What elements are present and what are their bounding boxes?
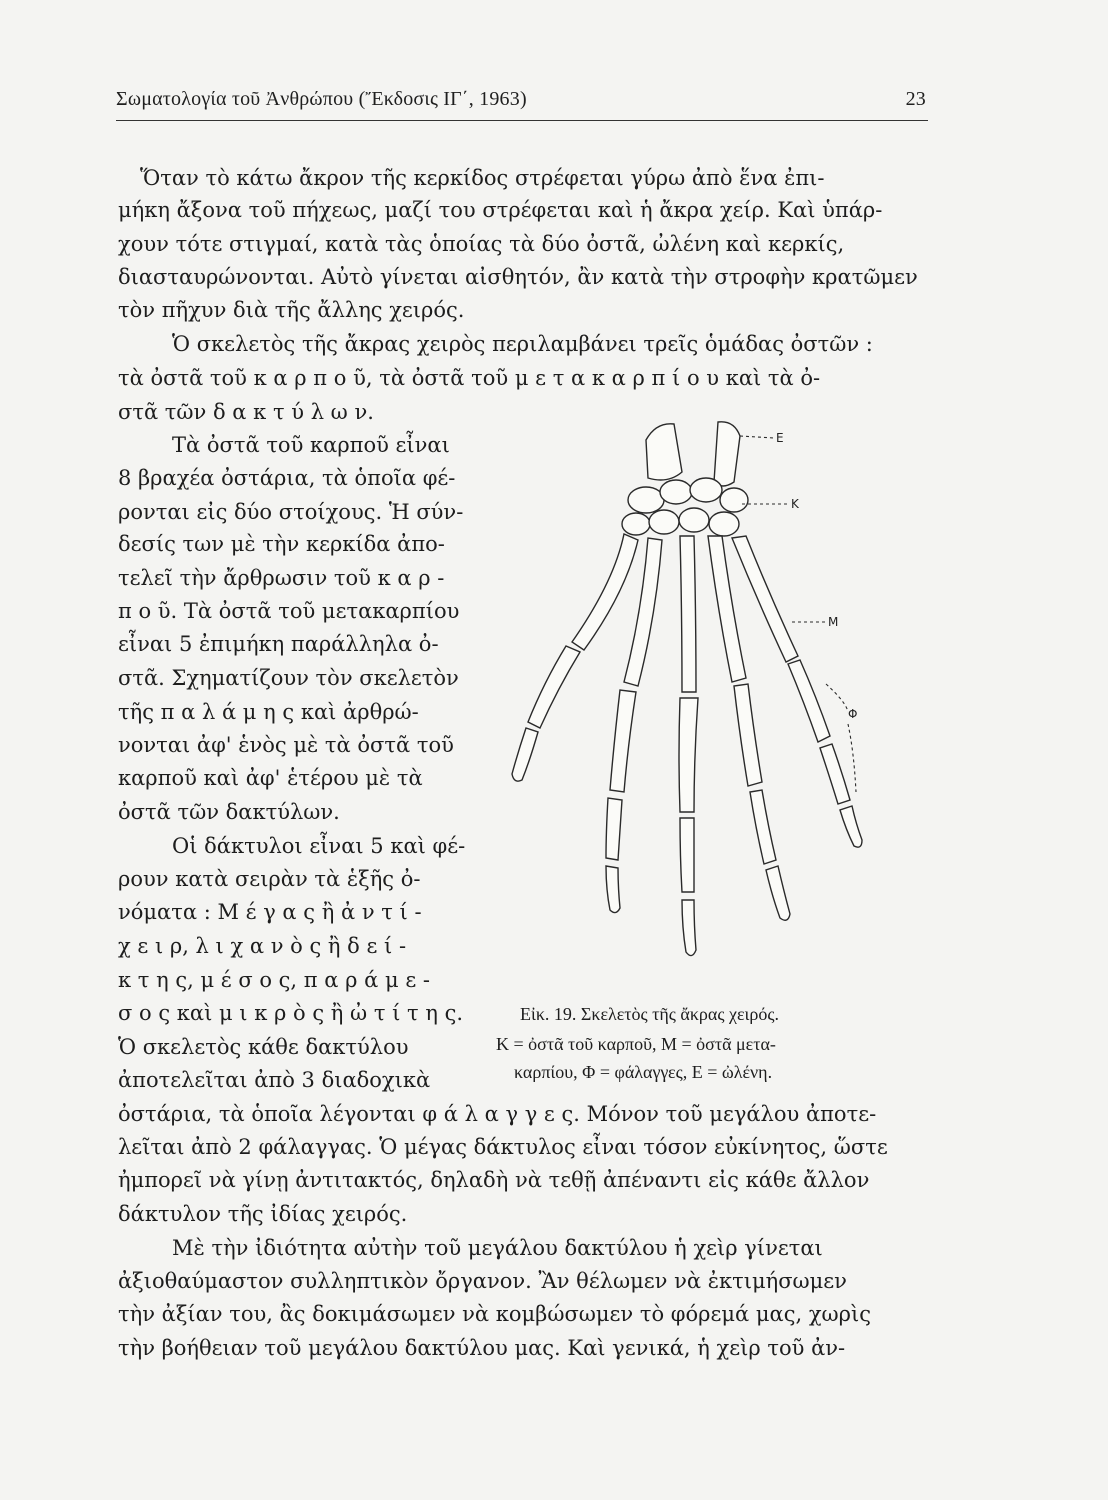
text-line: π ο ῦ. Τὰ ὀστᾶ τοῦ μετακαρπίου <box>118 599 460 623</box>
label-e: E <box>776 431 784 445</box>
text-line: 8 βραχέα ὀστάρια, τὰ ὁποῖα φέ- <box>118 466 456 490</box>
text-line: ρουν κατὰ σειρὰν τὰ ἑξῆς ὀ- <box>118 867 421 891</box>
text-line: δάκτυλον τῆς ἰδίας χειρός. <box>118 1202 408 1226</box>
text-line: Ὁ σκελετὸς τῆς ἄκρας χειρὸς περιλαμβάνει τρεῖς ὁμάδας ὀστῶν : <box>172 332 873 356</box>
text-line: νόματα : Μ έ γ α ς ἢ ἀ ν τ ί - <box>118 900 422 924</box>
text-line: χουν τότε στιγμαί, κατὰ τὰς ὁποίας τὰ δύο ὀστᾶ, ὠλένη καὶ κερκίς, <box>118 232 845 256</box>
hand-skeleton-figure <box>496 412 896 992</box>
text-line: ὀστάρια, τὰ ὁποῖα λέγονται φ ά λ α γ γ ε ς. Μόνον τοῦ μεγάλου ἀποτε- <box>118 1102 877 1126</box>
label-leaders <box>740 436 856 792</box>
text-line: τὴν ἀξίαν του, ἂς δοκιμάσωμεν νὰ κομβώσωμεν τὸ φόρεμά μας, χωρὶς <box>118 1302 872 1326</box>
text-line: διασταυρώνονται. Αὐτὸ γίνεται αἰσθητόν, ἂν κατὰ τὴν στροφὴν κρατῶμεν <box>118 265 918 289</box>
caption-line-3: καρπίου, Φ = φάλαγγες, Ε = ὠλένη. <box>514 1062 773 1082</box>
text-line: Οἱ δάκτυλοι εἶναι 5 καὶ φέ- <box>172 834 466 858</box>
index-finger-phalanges <box>606 690 636 913</box>
text-line: στᾶ. Σχηματίζουν τὸν σκελετὸν <box>118 666 459 690</box>
text-line: τὰ ὀστᾶ τοῦ κ α ρ π ο ῦ, τὰ ὀστᾶ τοῦ μ ε τ α κ α ρ π ί ο υ καὶ τὰ ὀ- <box>118 366 821 390</box>
little-finger-phalanges <box>788 660 862 847</box>
text-line: ἠμπορεῖ νὰ γίνῃ ἀντιτακτός, δηλαδὴ νὰ τεθῇ ἀπέναντι εἰς κάθε ἄλλον <box>118 1168 870 1192</box>
text-line: Ὁ σκελετὸς κάθε δακτύλου <box>118 1035 409 1059</box>
text-line: χ ε ι ρ, λ ι χ α ν ὸ ς ἢ δ ε ί - <box>118 934 407 958</box>
ring-finger-phalanges <box>734 684 790 920</box>
label-m: M <box>828 615 839 629</box>
text-line: εἶναι 5 ἐπιμήκη παράλληλα ὀ- <box>118 632 439 656</box>
text-line: τὴν βοήθειαν τοῦ μεγάλου δακτύλου μας. Καὶ γενικά, ἡ χεὶρ τοῦ ἀν- <box>118 1336 846 1360</box>
text-line: κ τ η ς, μ έ σ ο ς, π α ρ ά μ ε - <box>118 968 430 992</box>
text-line: τελεῖ τὴν ἄρθρωσιν τοῦ κ α ρ - <box>118 566 445 590</box>
header-title: Σωματολογία τοῦ Ἀνθρώπου (Ἔκδοσις ΙΓ΄, 1963) <box>116 88 527 110</box>
thumb-phalanges <box>512 646 580 781</box>
text-line: σ ο ς καὶ μ ι κ ρ ὸ ς ἢ ὠ τ ί τ η ς. <box>118 1001 464 1025</box>
label-k: K <box>791 497 799 511</box>
ulna-radius <box>646 422 740 486</box>
text-line: ρονται εἰς δύο στοίχους. Ἡ σύν- <box>118 500 464 524</box>
text-line: ὀστᾶ τῶν δακτύλων. <box>118 800 340 824</box>
text-line: δεσίς των μὲ τὴν κερκίδα ἀπο- <box>118 532 445 556</box>
page-number: 23 <box>905 88 926 110</box>
text-line: στᾶ τῶν δ α κ τ ύ λ ω ν. <box>118 400 374 424</box>
middle-finger-phalanges <box>679 698 698 956</box>
carpal-bones <box>622 478 748 536</box>
caption-line-1: Εἰκ. 19. Σκελετὸς τῆς ἄκρας χειρός. <box>520 1004 779 1024</box>
text-line: λεῖται ἀπὸ 2 φάλαγγας. Ὁ μέγας δάκτυλος εἶναι τόσον εὐκίνητος, ὥστε <box>118 1135 888 1159</box>
metacarpal-bones <box>572 534 798 692</box>
text-line: ἀξιοθαύμαστον συλληπτικὸν ὄργανον. Ἂν θέλωμεν νὰ ἐκτιμήσωμεν <box>118 1269 847 1293</box>
text-line: ἀποτελεῖται ἀπὸ 3 διαδοχικὰ <box>118 1068 431 1092</box>
text-line: μήκη ἄξονα τοῦ πήχεως, μαζί του στρέφεται καὶ ἡ ἄκρα χείρ. Καὶ ὑπάρ- <box>118 198 883 222</box>
text-line: νονται ἀφ' ἑνὸς μὲ τὰ ὀστᾶ τοῦ <box>118 733 454 757</box>
label-phi: Φ <box>848 707 858 721</box>
text-line: καρποῦ καὶ ἀφ' ἑτέρου μὲ τὰ <box>118 766 423 790</box>
text-line: Ὅταν τὸ κάτω ἄκρον τῆς κερκίδος στρέφεται γύρω ἀπὸ ἕνα ἐπι- <box>140 166 825 190</box>
text-line: Μὲ τὴν ἰδιότητα αὐτὴν τοῦ μεγάλου δακτύλου ἡ χεὶρ γίνεται <box>172 1236 823 1260</box>
text-line: τὸν πῆχυν διὰ τῆς ἄλλης χειρός. <box>118 298 465 322</box>
text-line: τῆς π α λ ά μ η ς καὶ ἀρθρώ- <box>118 700 419 724</box>
text-line: Τὰ ὀστᾶ τοῦ καρποῦ εἶναι <box>172 433 450 457</box>
caption-line-2: Κ = ὀστᾶ τοῦ καρποῦ, Μ = ὀστᾶ μετα- <box>496 1034 776 1054</box>
